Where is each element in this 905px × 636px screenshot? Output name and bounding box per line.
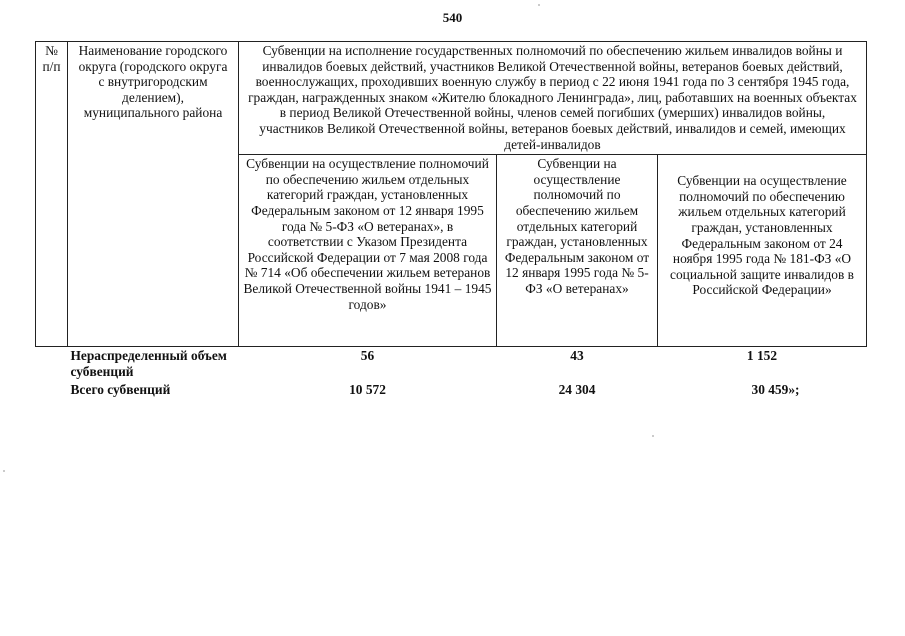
sub-header-2: Субвенции на осуществление полномочий по обеспечению жильем отдельных категорий граждан, установленных Федеральным законом от 12 января 1995 года № 5-ФЗ «О ветеранах» [497, 155, 658, 347]
row-label: Нераспределенный объем субвенций [70, 348, 227, 379]
subsidy-table [35, 41, 867, 400]
row-label: Всего субвенций [70, 382, 171, 398]
header-row-group [36, 42, 867, 155]
group-header: Субвенции на исполнение государственных полномочий по обеспечению жильем инвалидов войны и инвалидов боевых действий, участников Великой Отечественной войны, ветеранов боевых действий, военнослужащих, проходивших военную службу в период с 22 июня 1941 года по 3 сентября 1945 года, граждан, награжденных знаком «Жителю блокадного Ленинграда», лиц, работавших на военных объектах в период Великой Отечественной войны, членов семей погибших (умерших) инвалидов войны, участников Великой Отечественной войны, ветеранов боевых действий, инвалидов и семей, имеющих детей-инвалидов [239, 42, 867, 155]
row-num [36, 347, 68, 382]
col-num-header: № п/п [36, 42, 68, 347]
page-number: 540 [442, 10, 463, 25]
row-value: 30 459»; [751, 382, 800, 398]
scan-speck [538, 4, 540, 6]
row-value: 43 [570, 348, 584, 364]
row-num [36, 381, 68, 400]
scan-speck [3, 470, 5, 472]
row-value: 24 304 [558, 382, 596, 398]
sub-header-3: Субвенции на осуществление полномочий по обеспечению жильем отдельных категорий граждан, установленных Федеральным законом от 24 ноября 1995 года № 181-ФЗ «О социальной защите инвалидов в Российской Федерации» [658, 155, 867, 347]
row-value: 56 [360, 348, 375, 364]
scan-speck [652, 435, 654, 437]
row-value: 10 572 [349, 382, 386, 398]
table-row [36, 381, 867, 400]
table-row [36, 347, 867, 382]
col-name-header: Наименование городского округа (городского округа с внутригородским делением), муниципального района [68, 42, 239, 347]
sub-header-1: Субвенции на осуществление полномочий по обеспечению жильем отдельных категорий граждан, установленных Федеральным законом от 12 января 1995 года № 5-ФЗ «О ветеранах», в соответствии с Указом Президента Российской Федерации от 7 мая 2008 года № 714 «Об обеспечении жильем ветеранов Великой Отечественной войны 1941 – 1945 годов» [239, 155, 497, 347]
row-value: 1 152 [746, 348, 778, 364]
